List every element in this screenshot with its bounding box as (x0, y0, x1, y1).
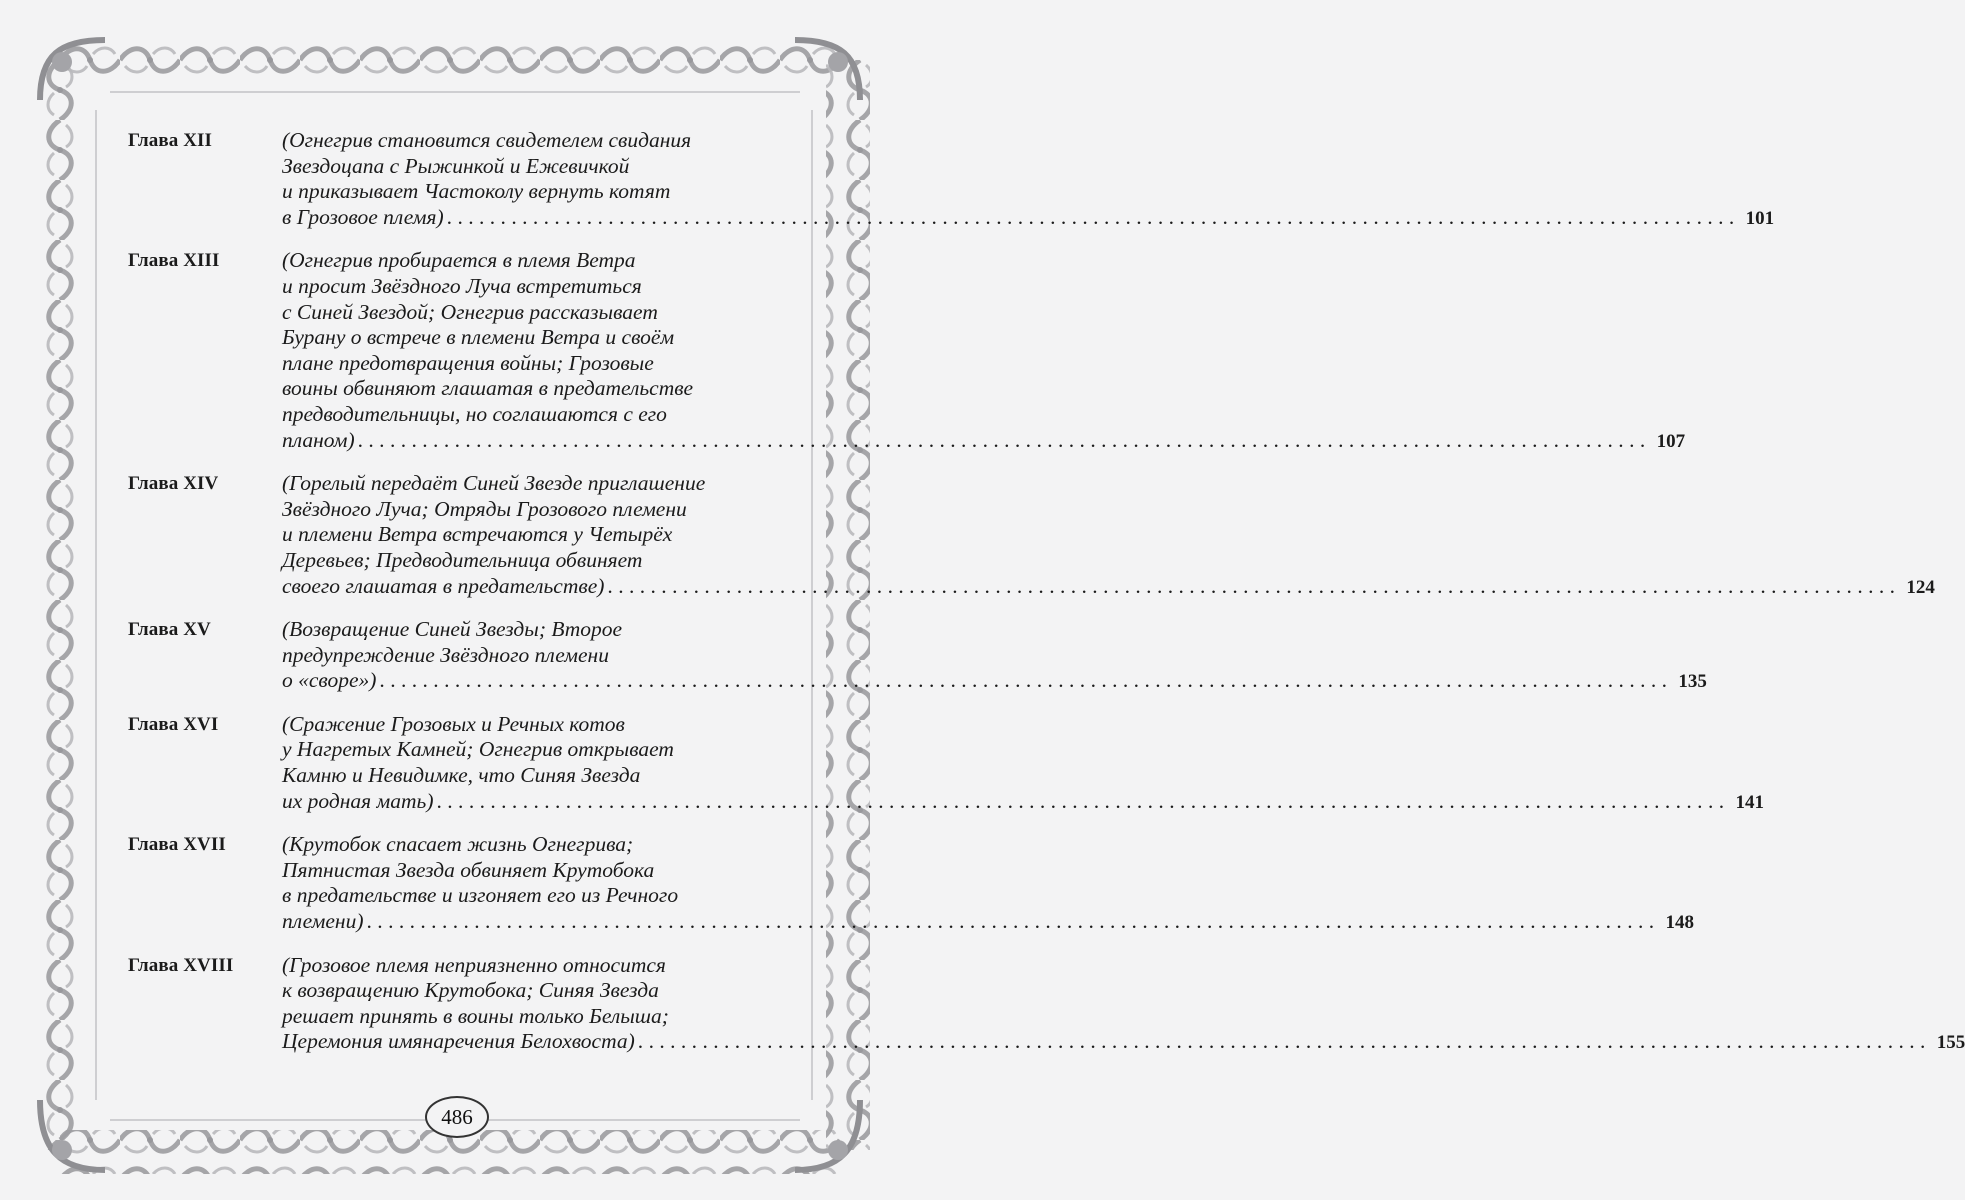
summary-last-line (282, 1029, 1965, 1056)
toc-entry (128, 952, 1965, 1056)
chapter-summary (282, 128, 1775, 231)
summary-line: предупреждение Звёздного племени (282, 642, 609, 667)
summary-last-line (282, 788, 1764, 816)
page-reference: 155 (1936, 1032, 1965, 1054)
toc-entry (128, 128, 1775, 231)
summary-last-line (282, 909, 1695, 936)
summary-line: (Огнегрив пробирается в племя Ветра (282, 248, 636, 273)
summary-line: (Огнегрив становится свидетелем свидания (282, 128, 692, 152)
summary-line: и приказывает Частоколу вернуть котят (282, 179, 671, 204)
chapter-summary (282, 617, 1707, 695)
page-number: 486 (425, 1096, 489, 1138)
dot-leader: ........................................................................................................................ (379, 668, 1673, 693)
summary-last-line (282, 573, 1935, 601)
page-reference: 101 (1745, 207, 1775, 229)
chapter-summary (282, 832, 1695, 935)
summary-line: с Синей Звездой; Огнегрив рассказывает (282, 299, 658, 324)
dot-leader: ........................................................................................................................ (366, 909, 1660, 934)
summary-last-line (282, 427, 1686, 455)
summary-line: Камню и Невидимке, что Синяя Звезда (282, 763, 641, 788)
summary-line: племени) (282, 909, 364, 934)
dot-leader: ........................................................................................................................ (357, 427, 1651, 452)
summary-line: Звездоцапа с Рыжинкой и Ежевичкой (282, 153, 630, 178)
summary-line: (Крутобок спасает жизнь Огнегрива; (282, 832, 634, 857)
summary-line: (Сражение Грозовых и Речных котов (282, 711, 625, 736)
summary-line: Звёздного Луча; Отряды Грозового племени (282, 496, 687, 521)
chapter-label: Глава XVII (128, 834, 226, 856)
chapter-label: Глава XVIII (128, 954, 234, 976)
summary-last-line (282, 204, 1775, 232)
chapter-summary (282, 471, 1935, 600)
page-reference: 135 (1678, 671, 1707, 693)
summary-line: Деревьев; Предводительница обвиняет (282, 547, 643, 572)
page-reference: 124 (1906, 576, 1935, 598)
summary-line: Церемония имянаречения Белохвоста) (282, 1029, 635, 1054)
summary-line: их родная мать) (282, 788, 434, 813)
chapter-summary (282, 711, 1764, 815)
dot-leader: ........................................................................................................................ (607, 573, 1901, 598)
toc-entry (128, 248, 1686, 454)
summary-last-line (282, 668, 1707, 695)
page-reference: 148 (1665, 912, 1695, 934)
toc-entry (128, 471, 1935, 600)
summary-line: (Возвращение Синей Звезды; Второе (282, 617, 623, 642)
summary-line: в предательстве и изгоняет его из Речного (282, 883, 679, 908)
summary-line: Бурану о встрече в племени Ветра и своём (282, 325, 675, 350)
summary-line: к возвращению Крутобока; Синяя Звезда (282, 978, 659, 1003)
chapter-label: Глава XV (128, 619, 211, 641)
summary-line: своего глашатая в предательстве) (282, 573, 605, 598)
toc-entry (128, 832, 1695, 935)
chapter-label: Глава XIII (128, 250, 220, 272)
table-of-contents (128, 128, 1965, 1073)
dot-leader: ........................................................................................................................ (436, 788, 1730, 813)
summary-line: предводительницы, но соглашаются с его (282, 401, 667, 426)
summary-line: плане предотвращения войны; Грозовые (282, 350, 654, 375)
toc-entry (128, 711, 1764, 815)
chapter-label: Глава XII (128, 130, 213, 151)
summary-line: о «своре») (282, 668, 377, 693)
summary-line: и племени Ветра встречаются у Четырёх (282, 522, 673, 547)
summary-line: Пятнистая Звезда обвиняет Крутобока (282, 857, 655, 882)
toc-entry (128, 617, 1707, 695)
summary-line: воины обвиняют глашатая в предательстве (282, 376, 694, 401)
chapter-summary (282, 248, 1686, 454)
chapter-summary (282, 952, 1965, 1056)
chapter-label: Глава XVI (128, 713, 219, 735)
dot-leader: ........................................................................................................................ (446, 204, 1740, 229)
summary-line: (Грозовое племя неприязненно относится (282, 952, 666, 977)
page-reference: 141 (1735, 791, 1764, 813)
summary-line: и просит Звёздного Луча встретиться (282, 273, 642, 298)
summary-line: у Нагретых Камней; Огнегрив открывает (282, 737, 674, 762)
summary-line: решает принять в воины только Белыша; (282, 1003, 669, 1028)
chapter-label: Глава XIV (128, 473, 219, 495)
summary-line: в Грозовое племя) (282, 204, 444, 229)
summary-line: (Горелый передаёт Синей Звезде приглашение (282, 471, 706, 496)
dot-leader: ........................................................................................................................ (637, 1029, 1931, 1054)
summary-line: планом) (282, 427, 355, 452)
page-reference: 107 (1656, 430, 1686, 452)
